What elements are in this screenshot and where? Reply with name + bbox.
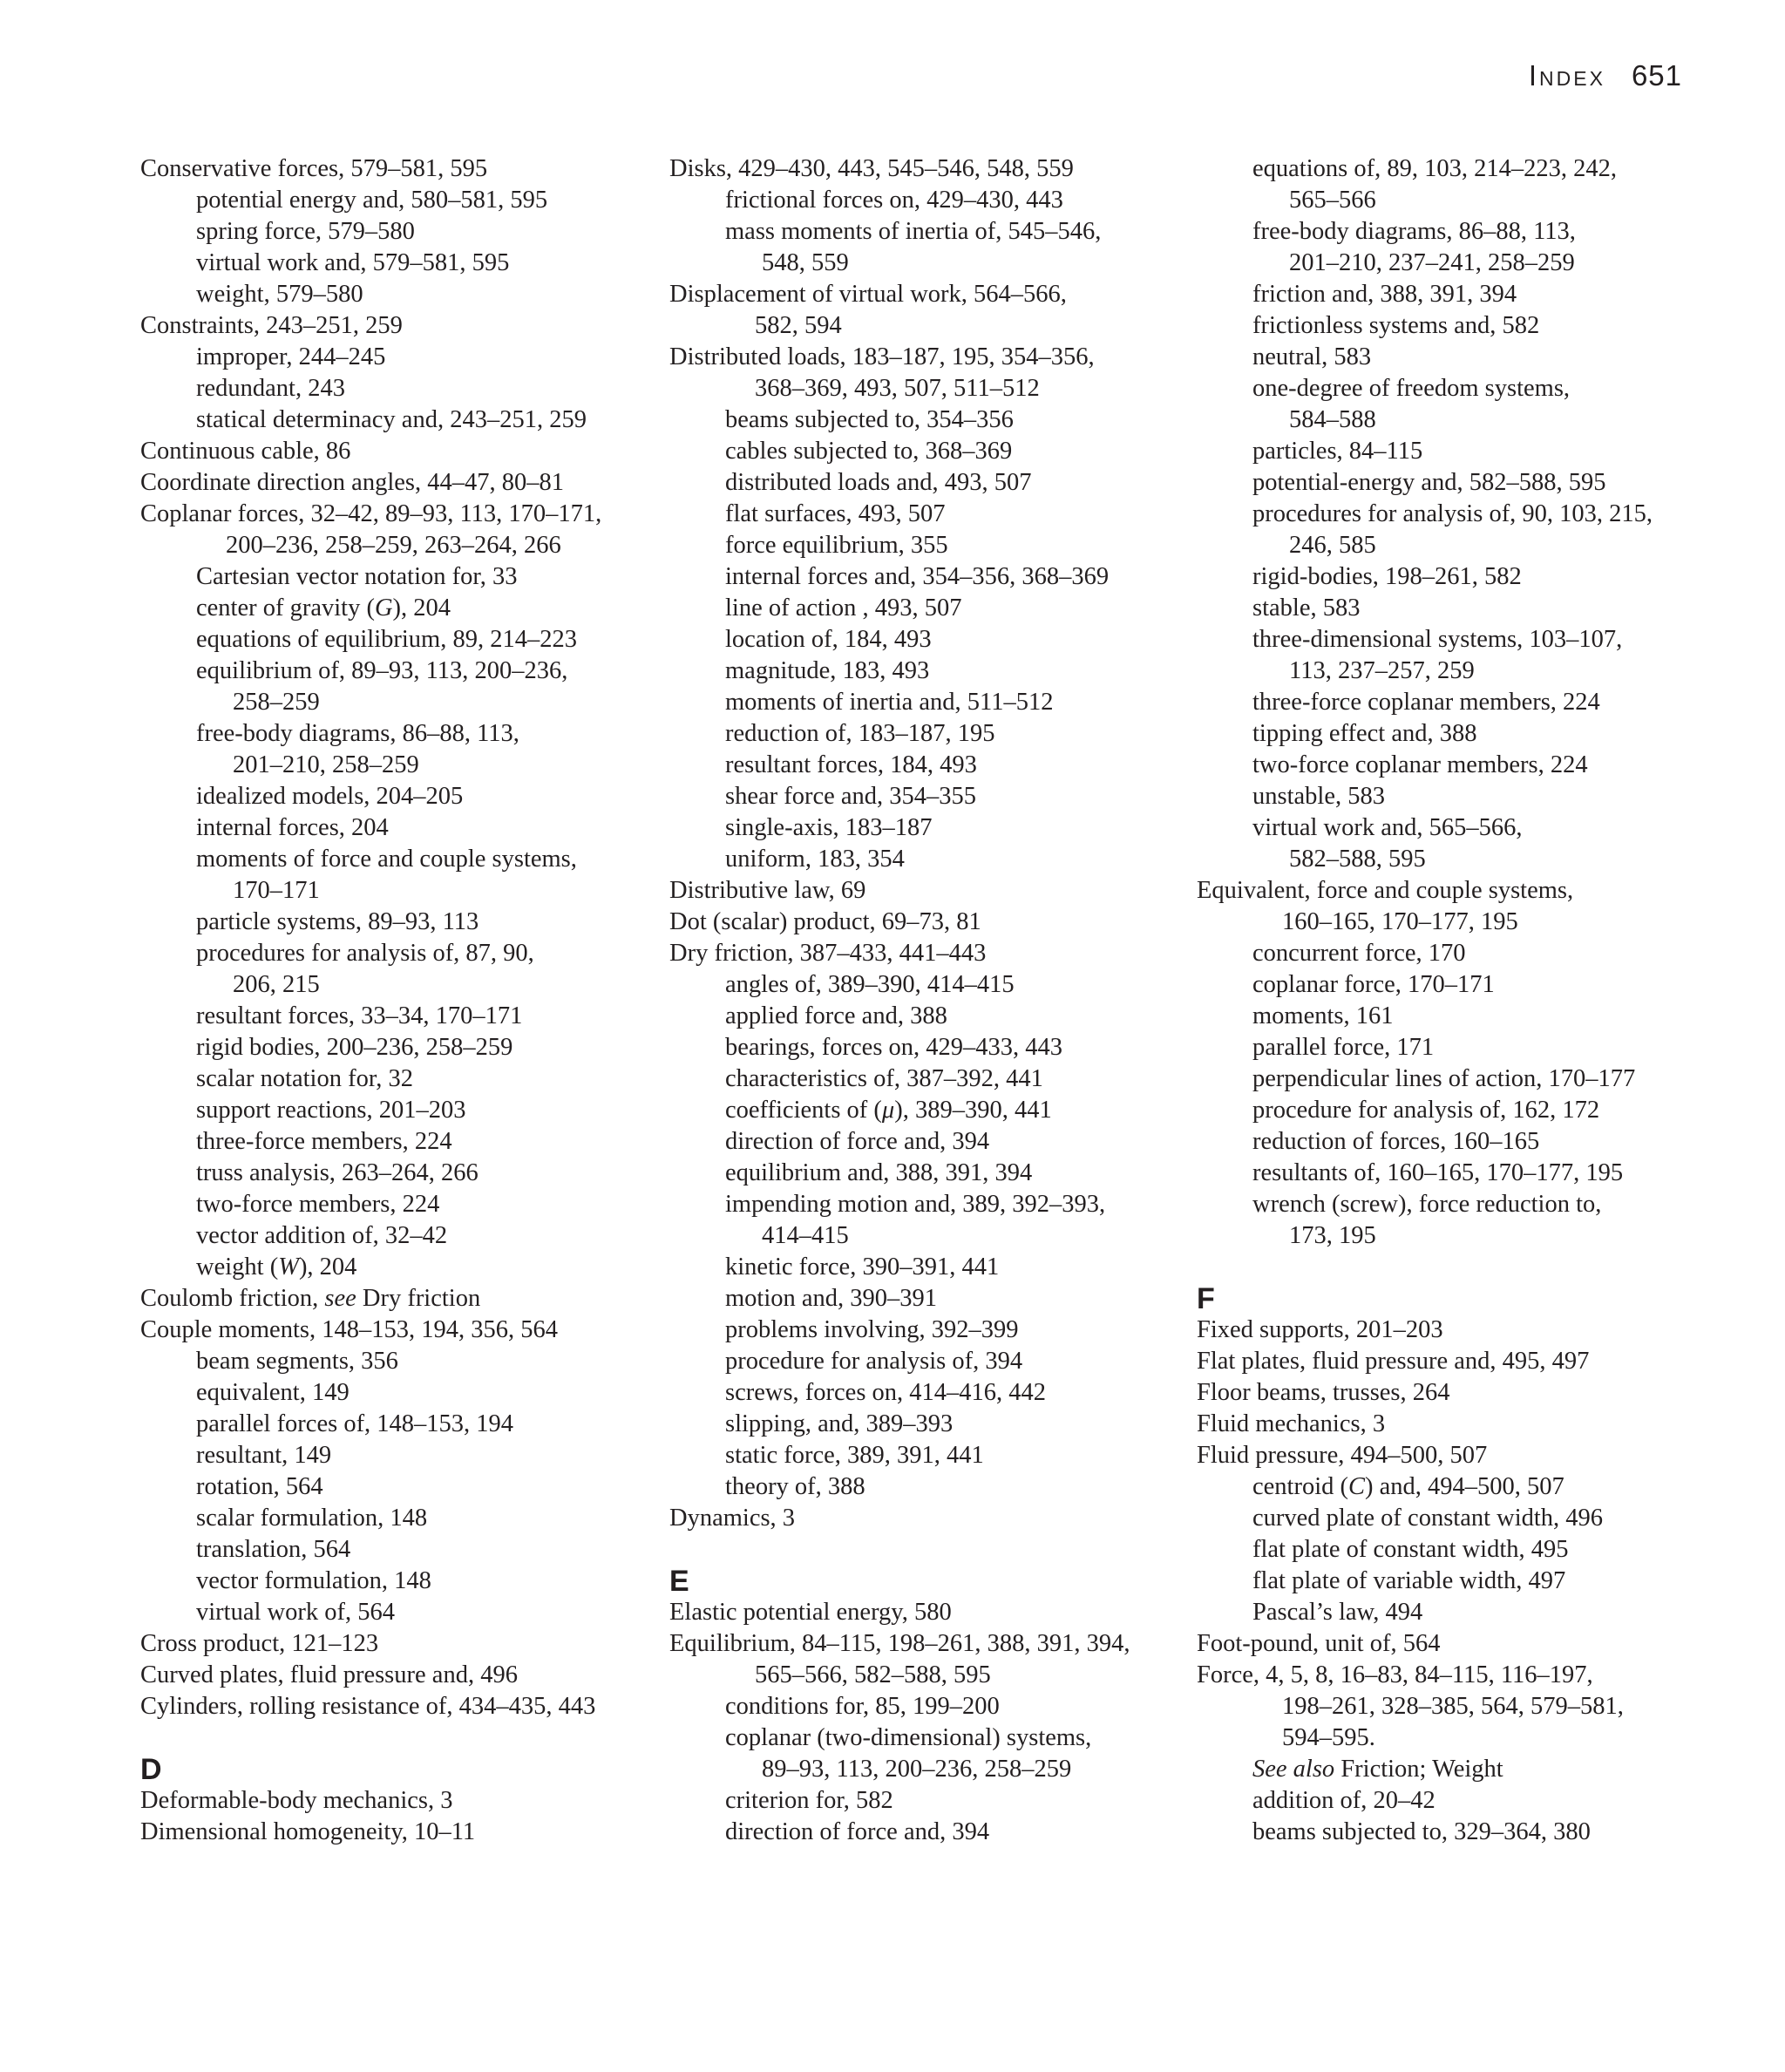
index-subentry: 582, 594 xyxy=(755,312,842,339)
index-subentry: perpendicular lines of action, 170–177 xyxy=(1252,1065,1636,1092)
index-subentry: internal forces and, 354–356, 368–369 xyxy=(725,563,1110,590)
index-subentry: 201–210, 258–259 xyxy=(233,751,419,778)
index-subentry: internal forces, 204 xyxy=(196,814,389,841)
index-entry: Equilibrium, 84–115, 198–261, 388, 391, 394, xyxy=(669,1630,1130,1657)
index-subentry: weight (W), 204 xyxy=(196,1253,357,1281)
index-subentry: potential-energy and, 582–588, 595 xyxy=(1252,469,1606,496)
header-index-label: Index xyxy=(1528,59,1605,92)
index-subentry: theory of, 388 xyxy=(725,1473,865,1500)
index-subentry: frictional forces on, 429–430, 443 xyxy=(725,187,1063,214)
index-subentry: virtual work of, 564 xyxy=(196,1599,395,1626)
index-subentry: 258–259 xyxy=(233,689,320,716)
index-subentry: particles, 84–115 xyxy=(1252,438,1423,465)
index-subentry: center of gravity (G), 204 xyxy=(196,594,451,622)
index-entry: Couple moments, 148–153, 194, 356, 564 xyxy=(140,1316,558,1343)
index-subentry: scalar formulation, 148 xyxy=(196,1505,428,1532)
index-subentry: direction of force and, 394 xyxy=(725,1818,990,1845)
index-subentry: mass moments of inertia of, 545–546, xyxy=(725,218,1102,245)
index-subentry: 89–93, 113, 200–236, 258–259 xyxy=(762,1756,1072,1783)
index-subentry: truss analysis, 263–264, 266 xyxy=(196,1159,478,1186)
index-subentry: scalar notation for, 32 xyxy=(196,1065,413,1092)
index-subentry: 160–165, 170–177, 195 xyxy=(1282,908,1518,935)
index-subentry: concurrent force, 170 xyxy=(1252,940,1466,967)
index-subentry: problems involving, 392–399 xyxy=(725,1316,1019,1343)
section-letter: D xyxy=(140,1753,162,1786)
index-entry: Floor beams, trusses, 264 xyxy=(1197,1379,1450,1406)
index-subentry: resultant, 149 xyxy=(196,1442,332,1469)
index-subentry: translation, 564 xyxy=(196,1536,351,1563)
index-subentry: line of action , 493, 507 xyxy=(725,594,962,622)
index-subentry: idealized models, 204–205 xyxy=(196,783,464,810)
index-entry: Coulomb friction, see Dry friction xyxy=(140,1285,481,1312)
index-subentry: 198–261, 328–385, 564, 579–581, xyxy=(1282,1693,1624,1720)
index-subentry: applied force and, 388 xyxy=(725,1002,947,1029)
index-subentry: parallel forces of, 148–153, 194 xyxy=(196,1410,514,1437)
index-subentry: moments, 161 xyxy=(1252,1002,1394,1029)
index-subentry: coefficients of (μ), 389–390, 441 xyxy=(725,1097,1052,1124)
index-subentry: uniform, 183, 354 xyxy=(725,846,905,873)
index-subentry: moments of inertia and, 511–512 xyxy=(725,689,1054,716)
index-subentry: 584–588 xyxy=(1289,406,1376,433)
index-subentry: redundant, 243 xyxy=(196,375,345,402)
running-header xyxy=(1529,59,1682,92)
page-number: 651 xyxy=(1631,59,1682,92)
index-subentry: beams subjected to, 329–364, 380 xyxy=(1252,1818,1591,1845)
index-subentry: resultant forces, 33–34, 170–171 xyxy=(196,1002,523,1029)
index-subentry: slipping, and, 389–393 xyxy=(725,1410,954,1437)
index-subentry: 582–588, 595 xyxy=(1289,846,1426,873)
index-subentry: flat plate of variable width, 497 xyxy=(1252,1567,1566,1594)
index-entry: Foot-pound, unit of, 564 xyxy=(1197,1630,1441,1657)
index-entry: Distributive law, 69 xyxy=(669,877,866,904)
index-subentry: unstable, 583 xyxy=(1252,783,1385,810)
index-column-2 xyxy=(669,153,1210,1848)
index-subentry: force equilibrium, 355 xyxy=(725,532,948,559)
index-subentry: 200–236, 258–259, 263–264, 266 xyxy=(226,532,561,559)
index-subentry: characteristics of, 387–392, 441 xyxy=(725,1065,1043,1092)
index-subentry: criterion for, 582 xyxy=(725,1787,893,1814)
index-entry: Fluid mechanics, 3 xyxy=(1197,1410,1386,1437)
index-subentry: centroid (C) and, 494–500, 507 xyxy=(1252,1473,1564,1500)
index-subentry: particle systems, 89–93, 113 xyxy=(196,908,479,935)
index-entry: Fixed supports, 201–203 xyxy=(1197,1316,1443,1343)
index-entry: Curved plates, fluid pressure and, 496 xyxy=(140,1661,518,1688)
index-column-1 xyxy=(140,153,681,1848)
index-subentry: three-dimensional systems, 103–107, xyxy=(1252,626,1623,653)
index-subentry: three-force coplanar members, 224 xyxy=(1252,689,1600,716)
index-subentry: cables subjected to, 368–369 xyxy=(725,438,1013,465)
index-entry: Conservative forces, 579–581, 595 xyxy=(140,155,488,182)
index-subentry: coplanar (two-dimensional) systems, xyxy=(725,1724,1092,1751)
index-entry: Cross product, 121–123 xyxy=(140,1630,379,1657)
index-subentry: bearings, forces on, 429–433, 443 xyxy=(725,1034,1063,1061)
index-subentry: 548, 559 xyxy=(762,249,849,276)
index-subentry: rigid-bodies, 198–261, 582 xyxy=(1252,563,1522,590)
index-column-3 xyxy=(1197,153,1737,1848)
index-subentry: 173, 195 xyxy=(1289,1222,1376,1249)
index-entry: Force, 4, 5, 8, 16–83, 84–115, 116–197, xyxy=(1197,1661,1593,1688)
index-subentry: single-axis, 183–187 xyxy=(725,814,933,841)
index-subentry: one-degree of freedom systems, xyxy=(1252,375,1571,402)
index-subentry: equivalent, 149 xyxy=(196,1379,350,1406)
index-subentry: kinetic force, 390–391, 441 xyxy=(725,1253,1000,1281)
index-subentry: flat surfaces, 493, 507 xyxy=(725,500,946,527)
index-subentry: weight, 579–580 xyxy=(196,281,363,308)
index-subentry: 246, 585 xyxy=(1289,532,1376,559)
index-subentry: neutral, 583 xyxy=(1252,343,1372,370)
index-entry: Dot (scalar) product, 69–73, 81 xyxy=(669,908,981,935)
index-subentry: conditions for, 85, 199–200 xyxy=(725,1693,1000,1720)
index-subentry: procedures for analysis of, 87, 90, xyxy=(196,940,534,967)
index-entry: Equivalent, force and couple systems, xyxy=(1197,877,1574,904)
index-subentry: beam segments, 356 xyxy=(196,1348,398,1375)
index-subentry: two-force members, 224 xyxy=(196,1191,440,1218)
index-subentry: 201–210, 237–241, 258–259 xyxy=(1289,249,1575,276)
index-subentry: reduction of forces, 160–165 xyxy=(1252,1128,1540,1155)
index-entry: Continuous cable, 86 xyxy=(140,438,351,465)
index-subentry: two-force coplanar members, 224 xyxy=(1252,751,1588,778)
index-subentry: virtual work and, 579–581, 595 xyxy=(196,249,510,276)
index-entry: Dry friction, 387–433, 441–443 xyxy=(669,940,987,967)
index-entry: Constraints, 243–251, 259 xyxy=(140,312,403,339)
index-entry: Deformable-body mechanics, 3 xyxy=(140,1787,453,1814)
index-subentry: 594–595. xyxy=(1282,1724,1375,1751)
index-subentry: See also Friction; Weight xyxy=(1252,1756,1503,1783)
index-entry: Flat plates, fluid pressure and, 495, 497 xyxy=(1197,1348,1590,1375)
index-subentry: coplanar force, 170–171 xyxy=(1252,971,1495,998)
index-entry: Fluid pressure, 494–500, 507 xyxy=(1197,1442,1488,1469)
index-subentry: parallel force, 171 xyxy=(1252,1034,1435,1061)
index-subentry: reduction of, 183–187, 195 xyxy=(725,720,995,747)
index-subentry: rigid bodies, 200–236, 258–259 xyxy=(196,1034,513,1061)
index-entry: Coplanar forces, 32–42, 89–93, 113, 170–171, xyxy=(140,500,602,527)
index-subentry: 414–415 xyxy=(762,1222,849,1249)
index-entry: Dimensional homogeneity, 10–11 xyxy=(140,1818,476,1845)
index-subentry: 170–171 xyxy=(233,877,320,904)
index-entry: Cylinders, rolling resistance of, 434–435, 443 xyxy=(140,1693,596,1720)
index-subentry: direction of force and, 394 xyxy=(725,1128,990,1155)
index-subentry: 113, 237–257, 259 xyxy=(1289,657,1475,684)
section-letter: F xyxy=(1197,1282,1215,1315)
index-subentry: wrench (screw), force reduction to, xyxy=(1252,1191,1602,1218)
index-subentry: friction and, 388, 391, 394 xyxy=(1252,281,1517,308)
index-subentry: shear force and, 354–355 xyxy=(725,783,977,810)
index-subentry: rotation, 564 xyxy=(196,1473,323,1500)
index-subentry: static force, 389, 391, 441 xyxy=(725,1442,984,1469)
index-subentry: procedure for analysis of, 162, 172 xyxy=(1252,1097,1600,1124)
index-subentry: motion and, 390–391 xyxy=(725,1285,938,1312)
index-subentry: impending motion and, 389, 392–393, xyxy=(725,1191,1106,1218)
index-subentry: 565–566 xyxy=(1289,187,1376,214)
index-subentry: beams subjected to, 354–356 xyxy=(725,406,1014,433)
index-subentry: free-body diagrams, 86–88, 113, xyxy=(196,720,519,747)
index-subentry: support reactions, 201–203 xyxy=(196,1097,466,1124)
index-subentry: flat plate of constant width, 495 xyxy=(1252,1536,1569,1563)
index-entry: Elastic potential energy, 580 xyxy=(669,1599,952,1626)
index-subentry: stable, 583 xyxy=(1252,594,1361,622)
index-subentry: location of, 184, 493 xyxy=(725,626,932,653)
index-subentry: virtual work and, 565–566, xyxy=(1252,814,1523,841)
index-subentry: equilibrium and, 388, 391, 394 xyxy=(725,1159,1033,1186)
index-subentry: distributed loads and, 493, 507 xyxy=(725,469,1032,496)
index-subentry: equations of, 89, 103, 214–223, 242, xyxy=(1252,155,1617,182)
index-subentry: curved plate of constant width, 496 xyxy=(1252,1505,1604,1532)
index-subentry: vector addition of, 32–42 xyxy=(196,1222,448,1249)
index-entry: Displacement of virtual work, 564–566, xyxy=(669,281,1067,308)
index-entry: Disks, 429–430, 443, 545–546, 548, 559 xyxy=(669,155,1074,182)
index-subentry: improper, 244–245 xyxy=(196,343,386,370)
index-subentry: Pascal’s law, 494 xyxy=(1252,1599,1423,1626)
index-subentry: free-body diagrams, 86–88, 113, xyxy=(1252,218,1576,245)
index-subentry: angles of, 389–390, 414–415 xyxy=(725,971,1015,998)
index-subentry: procedure for analysis of, 394 xyxy=(725,1348,1023,1375)
index-subentry: vector formulation, 148 xyxy=(196,1567,431,1594)
index-entry: Dynamics, 3 xyxy=(669,1505,796,1532)
index-subentry: tipping effect and, 388 xyxy=(1252,720,1477,747)
index-entry: Coordinate direction angles, 44–47, 80–81 xyxy=(140,469,564,496)
index-subentry: magnitude, 183, 493 xyxy=(725,657,930,684)
index-subentry: statical determinacy and, 243–251, 259 xyxy=(196,406,587,433)
index-subentry: 565–566, 582–588, 595 xyxy=(755,1661,991,1688)
index-subentry: resultants of, 160–165, 170–177, 195 xyxy=(1252,1159,1624,1186)
index-subentry: resultant forces, 184, 493 xyxy=(725,751,977,778)
index-entry: Distributed loads, 183–187, 195, 354–356, xyxy=(669,343,1095,370)
index-subentry: procedures for analysis of, 90, 103, 215, xyxy=(1252,500,1653,527)
index-subentry: frictionless systems and, 582 xyxy=(1252,312,1540,339)
index-subentry: equations of equilibrium, 89, 214–223 xyxy=(196,626,577,653)
index-subentry: equilibrium of, 89–93, 113, 200–236, xyxy=(196,657,568,684)
index-subentry: addition of, 20–42 xyxy=(1252,1787,1435,1814)
index-subentry: potential energy and, 580–581, 595 xyxy=(196,187,548,214)
section-letter: E xyxy=(669,1565,689,1598)
index-subentry: screws, forces on, 414–416, 442 xyxy=(725,1379,1047,1406)
index-subentry: 206, 215 xyxy=(233,971,320,998)
index-subentry: three-force members, 224 xyxy=(196,1128,452,1155)
index-subentry: 368–369, 493, 507, 511–512 xyxy=(755,375,1040,402)
index-subentry: moments of force and couple systems, xyxy=(196,846,577,873)
index-subentry: Cartesian vector notation for, 33 xyxy=(196,563,518,590)
index-subentry: spring force, 579–580 xyxy=(196,218,415,245)
